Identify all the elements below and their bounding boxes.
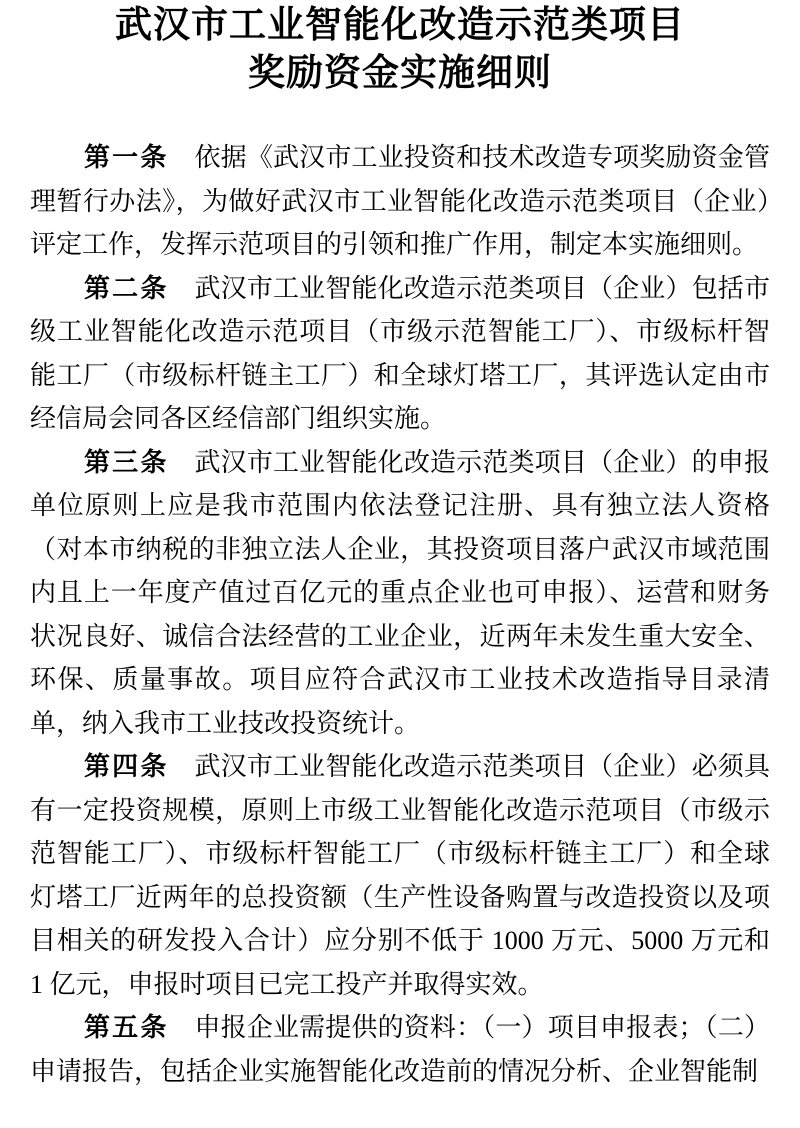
document-title [0, 2, 800, 98]
article-text-2: 武汉市工业智能化改造示范类项目（企业）包括市级工业智能化改造示范项目（市级示范智能工厂）、市级标杆智能工厂（市级标杆链主工厂）和全球灯塔工厂，其评选认定由市经信局会同各区经信部门组织实施。 [30, 273, 770, 433]
article-number-2: 第二条 [84, 272, 169, 303]
article-number-1: 第一条 [84, 142, 169, 172]
article-number-3: 第三条 [84, 446, 169, 477]
article-text-3: 武汉市工业智能化改造示范类项目（企业）的申报单位原则上应是我市范围内依法登记注册、具有独立法人资格（对本市纳税的非独立法人企业，其投资项目落户武汉市域范围内且上一年度产值过百亿元的重点企业也可申报）、运营和财务状况良好、诚信合法经营的工业企业，近两年未发生重大安全、环保、质量事故。项目应符合武汉市工业技术改造指导目录清单，纳入我市工业技改投资统计。 [30, 447, 770, 738]
document-paragraph-article-5 [30, 1006, 770, 1093]
document-body [30, 136, 770, 1093]
article-text-5: 申报企业需提供的资料：（一）项目申报表；（二）申请报告，包括企业实施智能化改造前的情况分析、企业智能制 [30, 1013, 770, 1086]
article-number-5: 第五条 [84, 1012, 169, 1042]
document-title-line-2: 奖励资金实施细则 [248, 53, 552, 94]
document-paragraph-article-1 [30, 136, 770, 267]
document-paragraph-article-3 [30, 441, 770, 746]
article-text-1: 依据《武汉市工业投资和技术改造专项奖励资金管理暂行办法》，为做好武汉市工业智能化改造示范类项目（企业）评定工作，发挥示范项目的引领和推广作用，制定本实施细则。 [30, 143, 770, 259]
article-text-4: 武汉市工业智能化改造示范类项目（企业）必须具有一定投资规模，原则上市级工业智能化改造示范项目（市级示范智能工厂）、市级标杆智能工厂（市级标杆链主工厂）和全球灯塔工厂近两年的总投资额（生产性设备购置与改造投资以及项目相关的研发投入合计）应分别不低于 1000 万元、5000 万元和 1 亿元，申报时项目已完工投产并取得实效。 [30, 752, 770, 999]
article-number-4: 第四条 [84, 751, 169, 781]
document-paragraph-article-4 [30, 745, 770, 1006]
document-paragraph-article-2 [30, 267, 770, 441]
document-title-line-1: 武汉市工业智能化改造示范类项目 [115, 5, 685, 46]
